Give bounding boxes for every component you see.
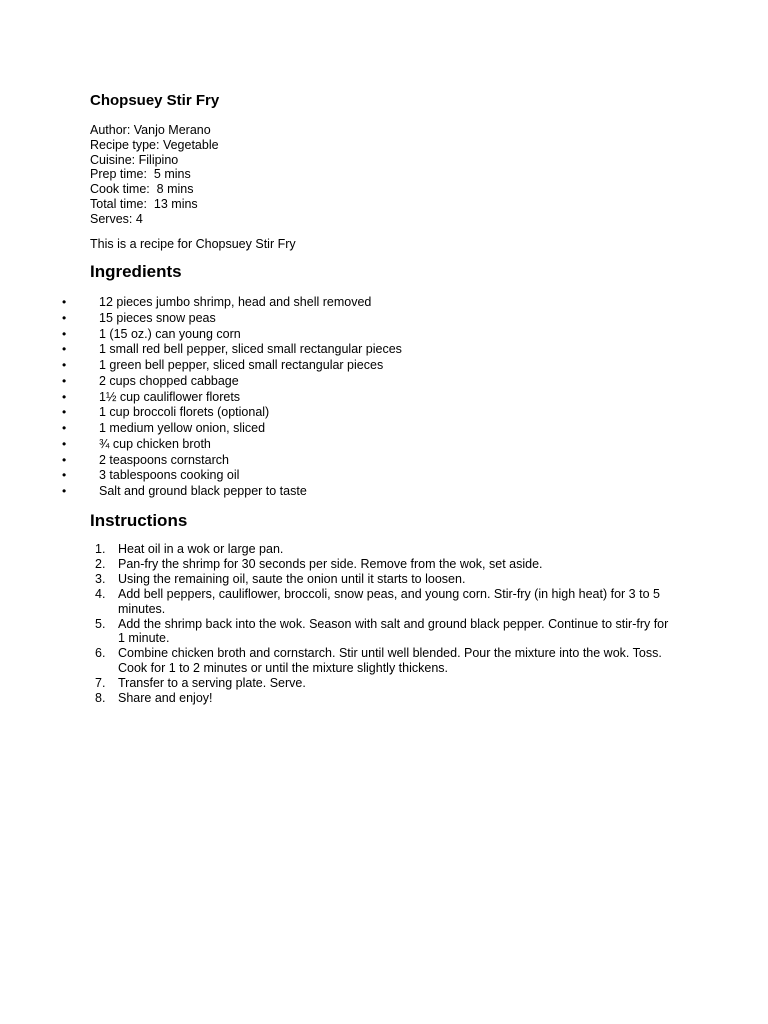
step-number: 6. (95, 646, 106, 661)
ingredient-text: ¾ cup chicken broth (99, 436, 211, 451)
step-line: minutes. (118, 601, 166, 616)
bullet-icon: • (62, 295, 67, 309)
list-item (0, 295, 768, 311)
cook-time-line: Cook time: 8 mins (90, 182, 194, 197)
total-time-line: Total time: 13 mins (90, 196, 198, 211)
list-item (0, 557, 768, 572)
list-item (0, 327, 768, 343)
list-item (0, 421, 768, 437)
ingredient-text: 2 cups chopped cabbage (99, 373, 239, 388)
instructions-heading: Instructions (90, 511, 188, 530)
list-item (0, 587, 768, 617)
bullet-icon: • (62, 310, 67, 325)
list-item (0, 572, 768, 587)
author-line: Author: Vanjo Merano (90, 123, 211, 137)
ingredient-text: 2 teaspoons cornstarch (99, 452, 229, 467)
step-text (118, 617, 678, 647)
list-item (0, 453, 768, 469)
list-item (0, 646, 768, 676)
ingredient-text: 1 cup broccoli florets (optional) (99, 405, 270, 420)
list-item (0, 390, 768, 406)
list-item (0, 484, 768, 500)
bullet-icon: • (62, 484, 67, 498)
prep-time-line: Prep time: 5 mins (90, 167, 191, 182)
ingredient-text: 1 medium yellow onion, sliced (99, 421, 266, 435)
step-number: 1. (95, 542, 106, 556)
step-line: Pan-fry the shrimp for 30 seconds per side. Remove from the wok, set aside. (118, 556, 543, 571)
bullet-icon: • (62, 436, 67, 451)
list-item (0, 311, 768, 327)
ingredient-text: 3 tablespoons cooking oil (99, 468, 240, 483)
ingredient-text: 15 pieces snow peas (99, 310, 216, 325)
instructions-list (0, 542, 768, 706)
bullet-icon: • (62, 421, 67, 435)
step-text (118, 587, 678, 617)
list-item (0, 358, 768, 374)
ingredients-list (0, 295, 768, 500)
list-item (0, 405, 768, 421)
step-line: Add the shrimp back into the wok. Season with salt and ground black pepper. Continue to stir-fry for (118, 616, 669, 631)
step-line: Using the remaining oil, saute the onion until it starts to loosen. (118, 571, 466, 586)
serves-line: Serves: 4 (90, 211, 143, 226)
step-line: Transfer to a serving plate. Serve. (118, 676, 306, 691)
step-number: 4. (95, 586, 106, 601)
step-line: 1 minute. (118, 631, 170, 646)
step-text (118, 676, 678, 691)
list-item (0, 676, 768, 691)
bullet-icon: • (62, 468, 67, 483)
step-number: 8. (95, 691, 106, 706)
ingredient-text: 1 small red bell pepper, sliced small rectangular pieces (99, 342, 402, 357)
list-item (0, 437, 768, 453)
step-text (118, 572, 678, 587)
bullet-icon: • (62, 358, 67, 372)
ingredient-text: 1 green bell pepper, sliced small rectangular pieces (99, 358, 384, 372)
ingredient-text: 1 (15 oz.) can young corn (99, 326, 241, 341)
recipe-description: This is a recipe for Chopsuey Stir Fry (90, 237, 296, 251)
step-text (118, 557, 678, 572)
bullet-icon: • (62, 389, 67, 404)
list-item (0, 691, 768, 706)
step-number: 5. (95, 616, 106, 631)
bullet-icon: • (62, 342, 67, 357)
bullet-icon: • (62, 405, 67, 420)
ingredients-heading: Ingredients (90, 262, 182, 281)
step-text (118, 646, 678, 676)
bullet-icon: • (62, 452, 67, 467)
step-line: Cook for 1 to 2 minutes or until the mixture slightly thickens. (118, 661, 449, 676)
step-number: 7. (95, 676, 106, 691)
ingredient-text: Salt and ground black pepper to taste (99, 484, 307, 498)
cuisine-line: Cuisine: Filipino (90, 152, 179, 167)
list-item (0, 342, 768, 358)
step-text (118, 691, 678, 706)
recipe-type-line: Recipe type: Vegetable (90, 137, 219, 152)
recipe-title: Chopsuey Stir Fry (90, 92, 220, 109)
ingredient-text: 1½ cup cauliflower florets (99, 389, 241, 404)
list-item (0, 617, 768, 647)
list-item (0, 468, 768, 484)
step-line: Add bell peppers, cauliflower, broccoli, snow peas, and young corn. Stir-fry (in high heat) for 3 to 5 (118, 586, 660, 601)
ingredient-text: 12 pieces jumbo shrimp, head and shell removed (99, 295, 372, 309)
bullet-icon: • (62, 326, 67, 341)
step-line: Combine chicken broth and cornstarch. Stir until well blended. Pour the mixture into the wok. Toss. (118, 646, 662, 661)
step-text (118, 542, 678, 557)
step-number: 2. (95, 556, 106, 571)
recipe-meta (90, 123, 219, 227)
bullet-icon: • (62, 373, 67, 388)
list-item (0, 542, 768, 557)
step-number: 3. (95, 571, 106, 586)
list-item (0, 374, 768, 390)
step-line: Share and enjoy! (118, 691, 213, 706)
step-line: Heat oil in a wok or large pan. (118, 542, 284, 556)
